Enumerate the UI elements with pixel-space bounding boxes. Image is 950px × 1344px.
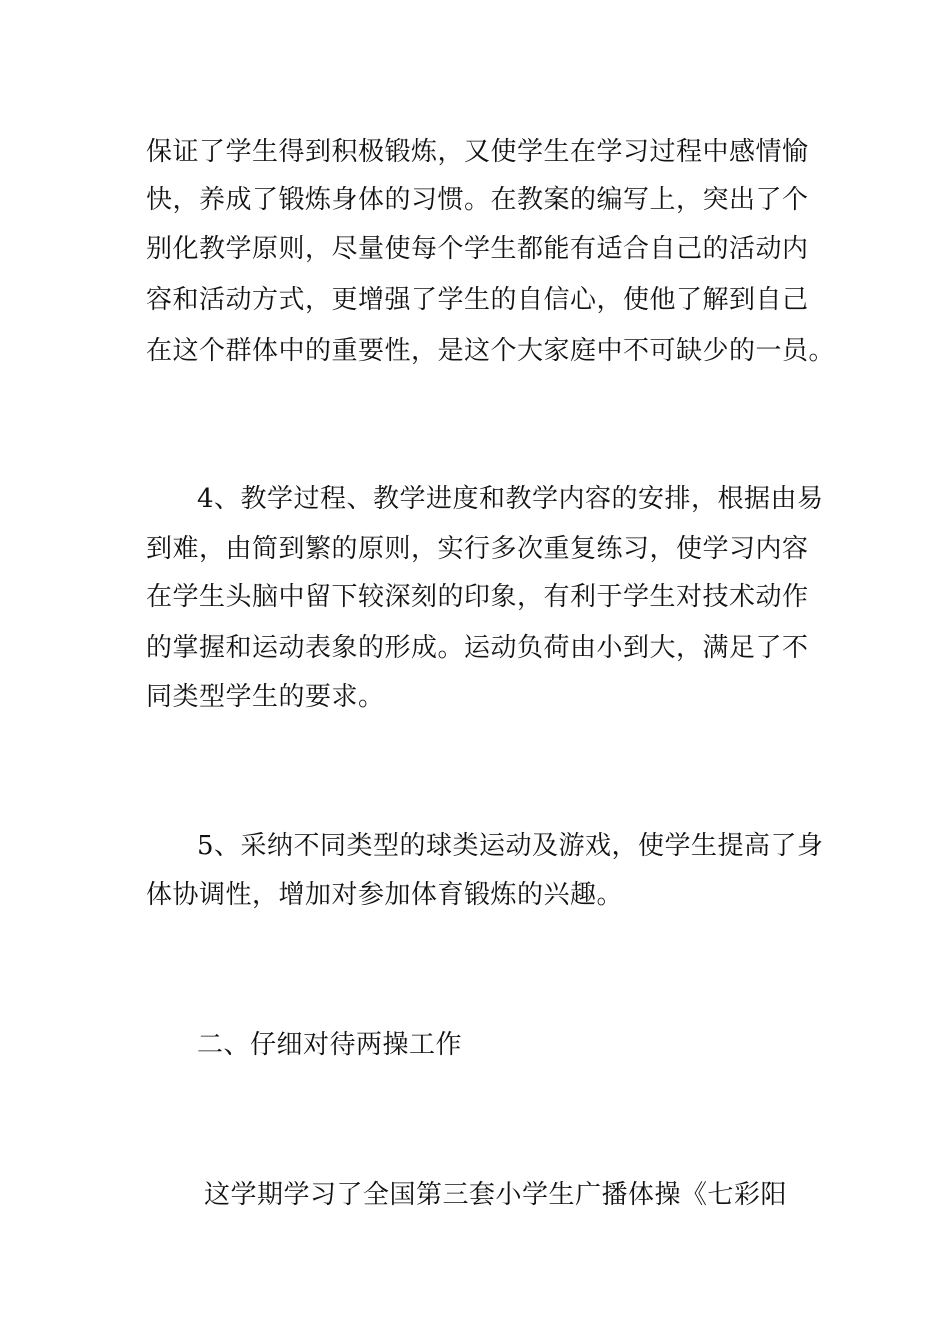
- text-line: 4、教学过程、教学进度和教学内容的安排，根据由易: [197, 484, 824, 514]
- text-line: 别化教学原则，尽量使每个学生都能有适合自己的活动内: [146, 234, 809, 264]
- text-line: 5、采纳不同类型的球类运动及游戏，使学生提高了身: [197, 831, 824, 861]
- text-line: 体协调性，增加对参加体育锻炼的兴趣。: [146, 880, 624, 910]
- text-line: 到难，由简到繁的原则，实行多次重复练习，使学习内容: [146, 534, 809, 564]
- text-line: 在这个群体中的重要性，是这个大家庭中不可缺少的一员。: [146, 336, 836, 366]
- section-heading: 二、仔细对待两操工作: [197, 1030, 463, 1060]
- text-line: 在学生头脑中留下较深刻的印象，有利于学生对技术动作: [146, 582, 809, 612]
- text-line: 同类型学生的要求。: [146, 682, 385, 712]
- text-line: 保证了学生得到积极锻炼，又使学生在学习过程中感情愉: [146, 137, 809, 167]
- text-line: 快，养成了锻炼身体的习惯。在教案的编写上，突出了个: [146, 185, 809, 215]
- text-line: 的掌握和运动表象的形成。运动负荷由小到大，满足了不: [146, 633, 809, 663]
- text-line: 容和活动方式，更增强了学生的自信心，使他了解到自己: [146, 285, 809, 315]
- text-line: 这学期学习了全国第三套小学生广播体操《七彩阳: [204, 1180, 788, 1210]
